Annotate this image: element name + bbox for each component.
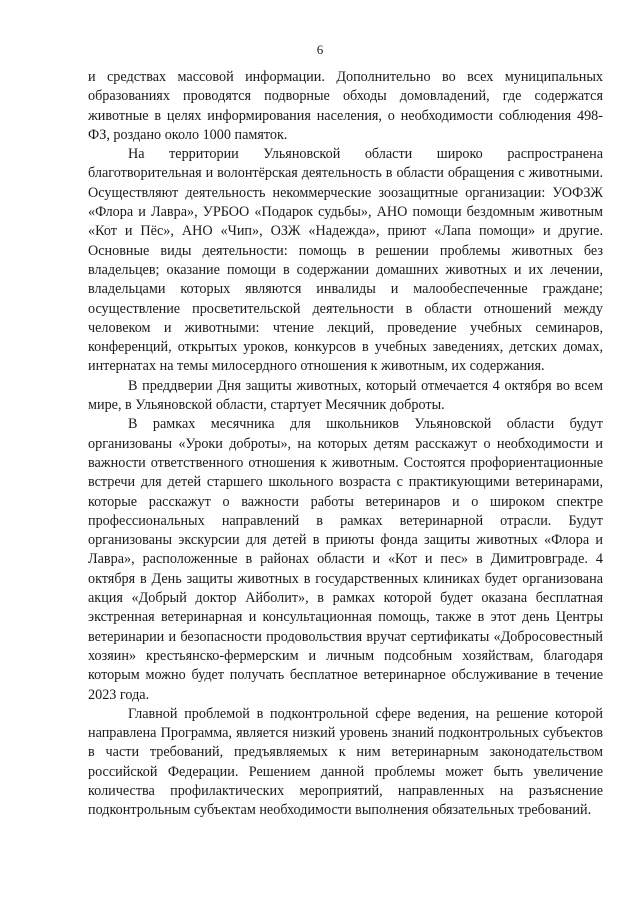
document-body bbox=[88, 68, 603, 821]
paragraph-main-problem: Главной проблемой в подконтрольной сфере ведения, на решение которой направлена Программа, является низкий уровень знаний подконтрольных субъектов в части требований, предъявляемых к ним ветеринарным законодательством российской Федерации. Решением данной проблемы может быть увеличение количества профилактических мероприятий, направленных на разъяснение подконтрольным субъектам необходимости выполнения обязательных требований. bbox=[88, 705, 603, 819]
page-number: 6 bbox=[316, 42, 324, 57]
paragraph-volunteer-activity: На территории Ульяновской области широко распространена благотворительная и волонтёрская деятельность в области обращения с животными. Осуществляют деятельность некоммерческие зоозащитные организации: УОФЗЖ «Флора и Лавра», УРБОО «Подарок судьбы», АНО помощи бездомным животным «Кот и Пёс», АНО «Чип», ОЗЖ «Надежда», приют «Лапа помощи» и другие. Основные виды деятельности: помощь в решении проблемы животных без владельцев; оказание помощи в содержании домашних животных и их лечении, владельцами которых являются инвалиды и малообеспеченные граждане; осуществление просветительской деятельности в области отношений между человеком и животными: чтение лекций, проведение учебных семинаров, конференций, открытых уроков, конкурсов в учебных заведениях, детских домах, интернатах на темы милосердного отношения к животным, их содержания. bbox=[88, 146, 603, 375]
paragraph-kindness-month: В рамках месячника для школьников Ульяновской области будут организованы «Уроки доброты», на которых детям расскажут о необходимости и важности ответственного отношения к животным. Состоятся профориентационные встречи для детей старшего школьного возраста с практикующими ветеринарами, которые расскажут о важности работы ветеринаров и о широком спектре профессиональных направлений в рамках ветеринарной отрасли. Будут организованы экскурсии для детей в приюты фонда защиты животных «Флора и Лавра», расположенные в районах области и «Кот и пес» в Димитровграде. 4 октября в День защиты животных в государственных клиниках будет организована акция «Добрый доктор Айболит», в рамках которой будет оказана бесплатная экстренная ветеринарная и консультационная помощь, также в этот день Центры ветеринарии и безопасности продовольствия вручат сертификаты «Добросовестный хозяин» крестьянско-фермерским и личным подсобным хозяйствам, благодаря которым можно будет получать бесплатное ветеринарное обслуживание в течение 2023 года. bbox=[88, 416, 603, 703]
paragraph-animal-day: В преддверии Дня защиты животных, который отмечается 4 октября во всем мире, в Ульяновской области, стартует Месячник доброты. bbox=[88, 377, 603, 414]
paragraph-media-info: и средствах массовой информации. Дополнительно во всех муниципальных образованиях проводятся подворные обходы домовладений, где содержатся животные в целях информирования населения, о необходимости соблюдения 498-ФЗ, роздано около 1000 памяток. bbox=[88, 69, 603, 143]
